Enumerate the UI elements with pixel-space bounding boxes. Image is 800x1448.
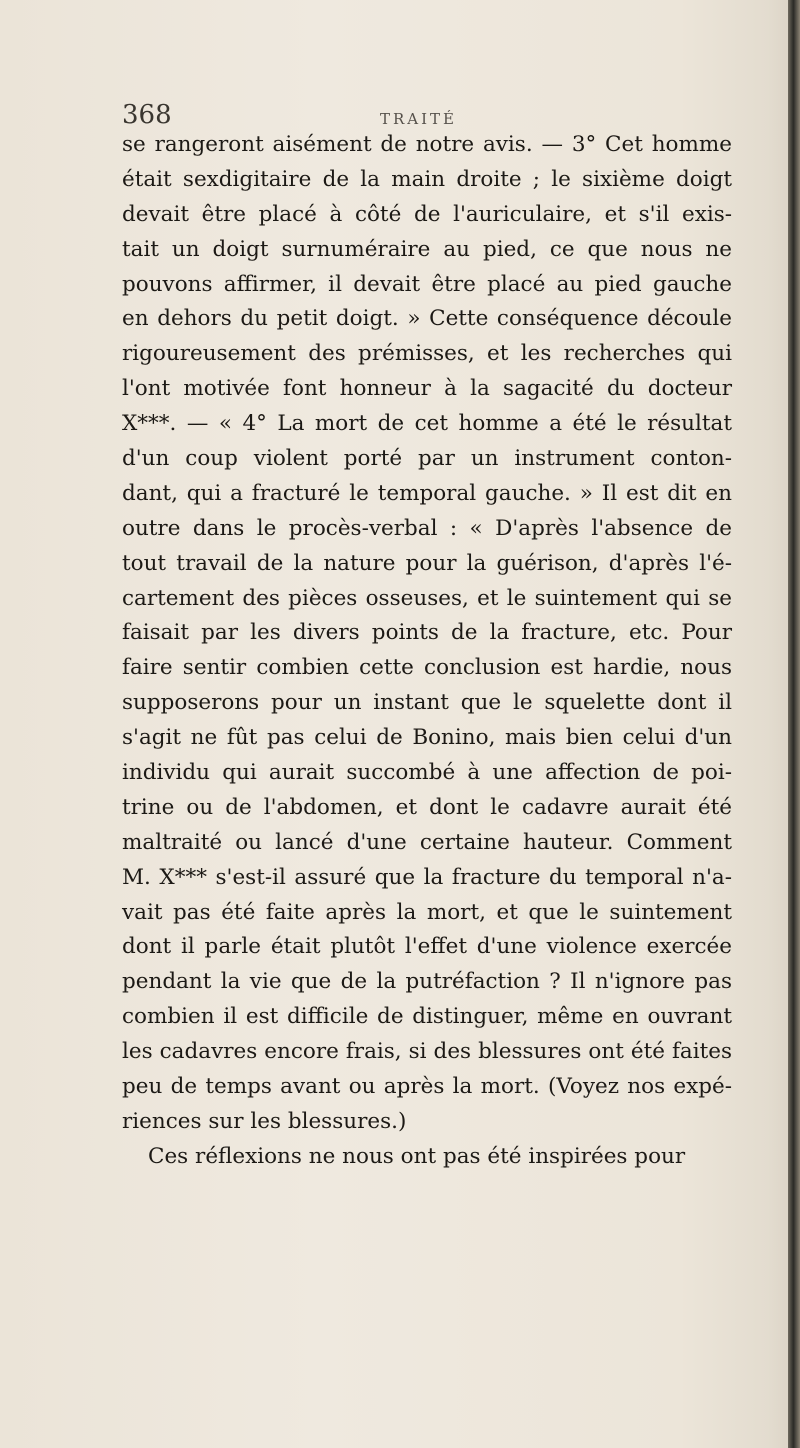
text-line: dant, qui a fracturé le temporal gauche. » Il est dit en	[122, 480, 732, 506]
text-line: tout travail de la nature pour la guérison, d'après l'é-	[122, 550, 732, 576]
text-line: était sexdigitaire de la main droite ; le sixième doigt	[122, 166, 732, 192]
text-line: devait être placé à côté de l'auriculaire, et s'il exis-	[122, 201, 732, 227]
text-line: vait pas été faite après la mort, et que le suintement	[122, 899, 732, 925]
text-line: individu qui aurait succombé à une affection de poi-	[122, 760, 732, 786]
text-line: peu de temps avant ou après la mort. (Voyez nos expé-	[122, 1074, 732, 1100]
text-line: d'un coup violent porté par un instrument conton-	[122, 446, 732, 472]
text-line: pouvons affirmer, il devait être placé au pied gauche	[122, 271, 732, 297]
text-line: les cadavres encore frais, si des blessures ont été faites	[122, 1039, 732, 1065]
text-line: se rangeront aisément de notre avis. — 3° Cet homme	[122, 132, 732, 157]
text-line: en dehors du petit doigt. » Cette conséquence découle	[122, 306, 732, 332]
body-text	[122, 128, 732, 1175]
text-line: faire sentir combien cette conclusion est hardie, nous	[122, 655, 732, 681]
text-line: riences sur les blessures.)	[122, 1108, 407, 1134]
text-line: rigoureusement des prémisses, et les recherches qui	[122, 341, 732, 367]
text-line: l'ont motivée font honneur à la sagacité du docteur	[122, 376, 732, 402]
text-line: outre dans le procès-verbal : « D'après l'absence de	[122, 515, 732, 541]
text-line: M. X*** s'est-il assuré que la fracture du temporal n'a-	[122, 864, 732, 890]
page-edge-shadow	[788, 0, 800, 1448]
text-line: X***. — « 4° La mort de cet homme a été le résultat	[122, 411, 732, 437]
text-line: cartement des pièces osseuses, et le suintement qui se	[122, 585, 732, 611]
text-line: s'agit ne fût pas celui de Bonino, mais bien celui d'un	[122, 725, 732, 751]
text-line: maltraité ou lancé d'une certaine hauteur. Comment	[122, 829, 732, 855]
text-line: tait un doigt surnuméraire au pied, ce que nous ne	[122, 236, 732, 262]
text-line: faisait par les divers points de la fracture, etc. Pour	[122, 620, 732, 646]
text-line: combien il est difficile de distinguer, même en ouvrant	[122, 1004, 732, 1030]
text-line: dont il parle était plutôt l'effet d'une violence exercée	[122, 934, 732, 960]
text-line: supposerons pour un instant que le squelette dont il	[122, 690, 732, 716]
text-line: trine ou de l'abdomen, et dont le cadavre aurait été	[122, 794, 732, 820]
running-head: TRAITÉ	[380, 110, 458, 128]
text-line: Ces réflexions ne nous ont pas été inspirées pour	[148, 1143, 686, 1169]
page-number: 368	[122, 100, 172, 130]
text-line: pendant la vie que de la putréfaction ? Il n'ignore pas	[122, 969, 732, 995]
